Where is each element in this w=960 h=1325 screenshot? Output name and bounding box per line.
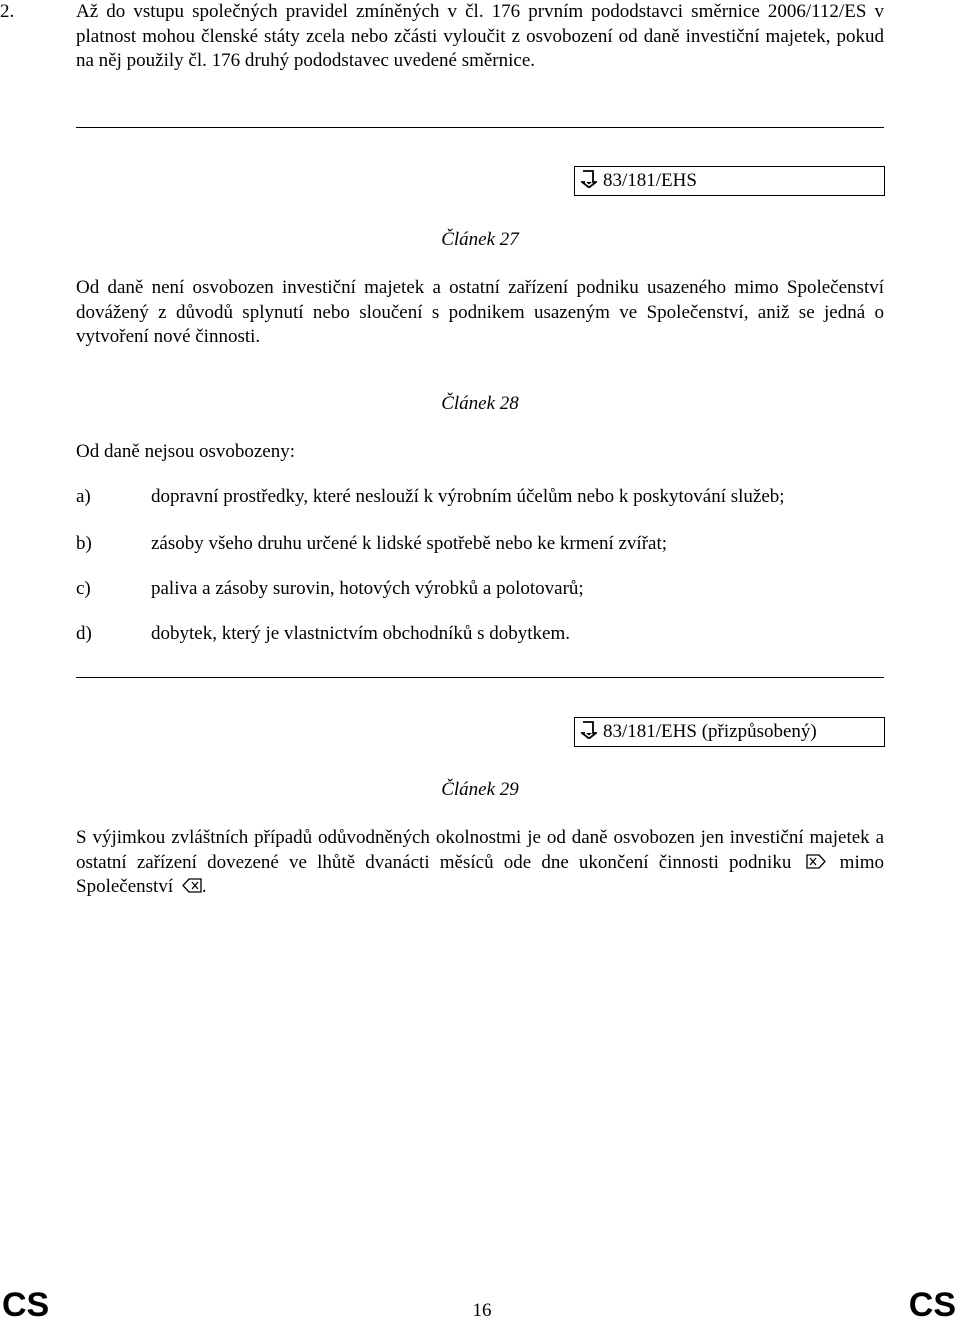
source-reference-box-1	[574, 166, 885, 196]
source-reference-box-2	[574, 717, 885, 747]
article-28-title: Článek 28	[441, 393, 519, 414]
page-number: 16	[472, 1300, 492, 1321]
footer-language-code-left: CS	[2, 1286, 50, 1324]
list-item-label: a)	[76, 486, 91, 507]
list-item-text: zásoby všeho druhu určené k lidské spotřebě nebo ke krmení zvířat;	[151, 533, 668, 554]
source-reference-label-2: 83/181/EHS (přizpůsobený)	[603, 721, 817, 742]
list-item-label: c)	[76, 578, 91, 599]
article-29-text	[76, 826, 884, 900]
insert-start-marker-icon	[806, 852, 826, 867]
separator-rule-2	[76, 677, 884, 678]
article-29-text-part2: mimo Společenství	[76, 851, 885, 897]
footer-language-code-right: CS	[908, 1286, 956, 1324]
intro-number: 2.	[0, 1, 15, 22]
list-item-label: b)	[76, 533, 92, 554]
insert-end-marker-icon	[182, 876, 202, 891]
article-27-text: Od daně není osvobozen investiční majetek a ostatní zařízení podniku usazeného mimo Společenství dovážený z důvodů splynutí nebo sloučení s podnikem usazeným ve Společenství, aniž se jedná o vytvoření nové činnosti.	[76, 277, 884, 347]
article-29-text-part3: .	[201, 876, 207, 897]
list-item-text: dobytek, který je vlastnictvím obchodníků s dobytkem.	[151, 623, 570, 644]
article-28-intro: Od daně nejsou osvobozeny:	[76, 441, 295, 462]
list-item-label: d)	[76, 623, 92, 644]
down-arrow-icon	[581, 170, 603, 193]
intro-text: Až do vstupu společných pravidel zmíněných v čl. 176 prvním pododstavci směrnice 2006/112/ES v platnost mohou členské státy zcela nebo zčásti vyloučit z osvobození od daně investiční majetek, pokud na něj použily čl. 176 druhý pododstavec uvedené směrnice.	[76, 1, 884, 71]
down-arrow-icon	[581, 721, 603, 744]
list-item-text: dopravní prostředky, které neslouží k výrobním účelům nebo k poskytování služeb;	[151, 486, 785, 507]
separator-rule-1	[76, 127, 884, 128]
article-29-text-part1: S výjimkou zvláštních případů odůvodněných okolnostmi je od daně osvobozen jen investiční majetek a ostatní zařízení dovezené ve lhůtě dvanácti měsíců ode dne ukončení činnosti podniku	[76, 827, 884, 873]
article-29-title: Článek 29	[441, 779, 519, 800]
intro-paragraph	[0, 0, 884, 74]
article-27-title: Článek 27	[441, 229, 519, 250]
source-reference-label-1: 83/181/EHS	[603, 170, 697, 191]
list-item-text: paliva a zásoby surovin, hotových výrobků a polotovarů;	[151, 578, 584, 599]
